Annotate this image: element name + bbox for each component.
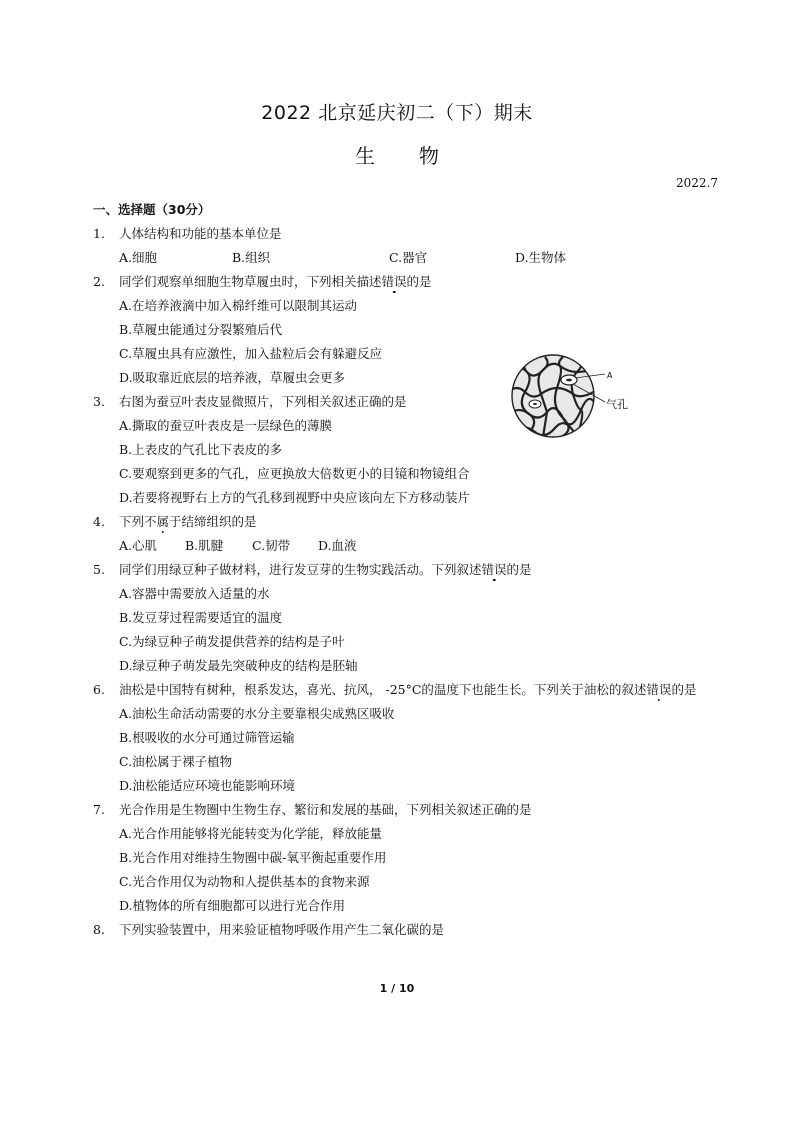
option: B.光合作用对维持生物圈中碳-氧平衡起重要作用 xyxy=(119,850,387,865)
option: C.为绿豆种子萌发提供营养的结构是子叶 xyxy=(119,634,345,649)
question-stem xyxy=(93,224,282,242)
question-stem xyxy=(93,920,444,938)
option: C.韧带 xyxy=(252,538,291,553)
leaf-epidermis-figure xyxy=(505,352,645,440)
option: A.细胞 xyxy=(119,250,158,265)
option: B.根吸收的水分可通过筛管运输 xyxy=(119,730,295,745)
option: C.草履虫具有应激性，加入盐粒后会有躲避反应 xyxy=(119,346,383,361)
section-heading: 一、选择题（30分） xyxy=(93,202,211,217)
option: D.生物体 xyxy=(515,250,567,265)
emphasis-text: 错误 xyxy=(646,682,672,697)
figure-label-a: A xyxy=(607,371,613,380)
emphasis-text: 错误 xyxy=(381,274,407,289)
option: C.光合作用仅为动物和人提供基本的食物来源 xyxy=(119,874,370,889)
page-number: 1 / 10 xyxy=(379,982,415,995)
option: A.在培养液滴中加入棉纤维可以限制其运动 xyxy=(119,298,358,313)
option: B.发豆芽过程需要适宜的温度 xyxy=(119,610,283,625)
question-stem xyxy=(93,392,407,410)
question-stem xyxy=(93,680,696,698)
question-number: 4. xyxy=(93,514,105,529)
option: C.油松属于裸子植物 xyxy=(119,754,233,769)
question-stem xyxy=(93,512,257,530)
exam-date: 2022.7 xyxy=(676,176,718,190)
question-text: 同学们用绿豆种子做材料，进行发豆芽的生物实践活动。下列叙述 xyxy=(119,562,482,577)
question-text: 下列实验装置中，用来验证植物呼吸作用产生二氧化碳的是 xyxy=(119,922,445,937)
option: C.要观察到更多的气孔，应更换放大倍数更小的目镜和物镜组合 xyxy=(119,466,470,481)
option: D.若要将视野右上方的气孔移到视野中央应该向左下方移动装片 xyxy=(119,490,471,505)
question-text: 右图为蚕豆叶表皮显微照片，下列相关叙述正确的是 xyxy=(119,394,407,409)
figure-label-stoma: 气孔 xyxy=(606,398,628,411)
question-text: 下列 xyxy=(119,514,145,529)
option: A.心肌 xyxy=(119,538,158,553)
question-stem xyxy=(93,560,532,578)
emphasis-text: 不属于 xyxy=(144,514,182,529)
option: D.血液 xyxy=(318,538,357,553)
question-number: 8. xyxy=(93,922,105,937)
question-number: 6. xyxy=(93,682,105,697)
question-number: 7. xyxy=(93,802,105,817)
question-stem xyxy=(93,800,532,818)
question-text: 人体结构和功能的基本单位是 xyxy=(119,226,282,241)
question-text: 的是 xyxy=(406,274,432,289)
option: B.肌腱 xyxy=(185,538,224,553)
micrograph-icon xyxy=(505,352,645,440)
question-number: 1. xyxy=(93,226,105,241)
option: D.植物体的所有细胞都可以进行光合作用 xyxy=(119,898,346,913)
question-text: 的是 xyxy=(671,682,697,697)
question-stem xyxy=(93,272,432,290)
option: D.绿豆种子萌发最先突破种皮的结构是胚轴 xyxy=(119,658,358,673)
option: B.上表皮的气孔比下表皮的多 xyxy=(119,442,283,457)
question-number: 5. xyxy=(93,562,105,577)
question-text: 油松是中国特有树种，根系发达，喜光、抗风， -25°C的温度下也能生长。下列关于油松的叙述 xyxy=(119,682,647,697)
option: A.光合作用能够将光能转变为化学能，释放能量 xyxy=(119,826,383,841)
option: A.油松生命活动需要的水分主要靠根尖成熟区吸收 xyxy=(119,706,395,721)
option: A.容器中需要放入适量的水 xyxy=(119,586,270,601)
page-title: 2022 北京延庆初二（下）期末 xyxy=(261,102,533,124)
option: C.器官 xyxy=(389,250,428,265)
option: D.油松能适应环境也能影响环境 xyxy=(119,778,296,793)
option: D.吸取靠近底层的培养液，草履虫会更多 xyxy=(119,370,346,385)
question-number: 2. xyxy=(93,274,105,289)
subject-title: 生物 xyxy=(355,144,483,168)
question-text: 的是 xyxy=(506,562,532,577)
question-text: 同学们观察单细胞生物草履虫时，下列相关描述 xyxy=(119,274,382,289)
option: A.撕取的蚕豆叶表皮是一层绿色的薄膜 xyxy=(119,418,333,433)
question-text: 光合作用是生物圈中生物生存、繁衍和发展的基础，下列相关叙述正确的是 xyxy=(119,802,532,817)
question-text: 结缔组织的是 xyxy=(181,514,257,529)
option: B.组织 xyxy=(232,250,271,265)
option: B.草履虫能通过分裂繁殖后代 xyxy=(119,322,283,337)
question-number: 3. xyxy=(93,394,105,409)
emphasis-text: 错误 xyxy=(481,562,507,577)
